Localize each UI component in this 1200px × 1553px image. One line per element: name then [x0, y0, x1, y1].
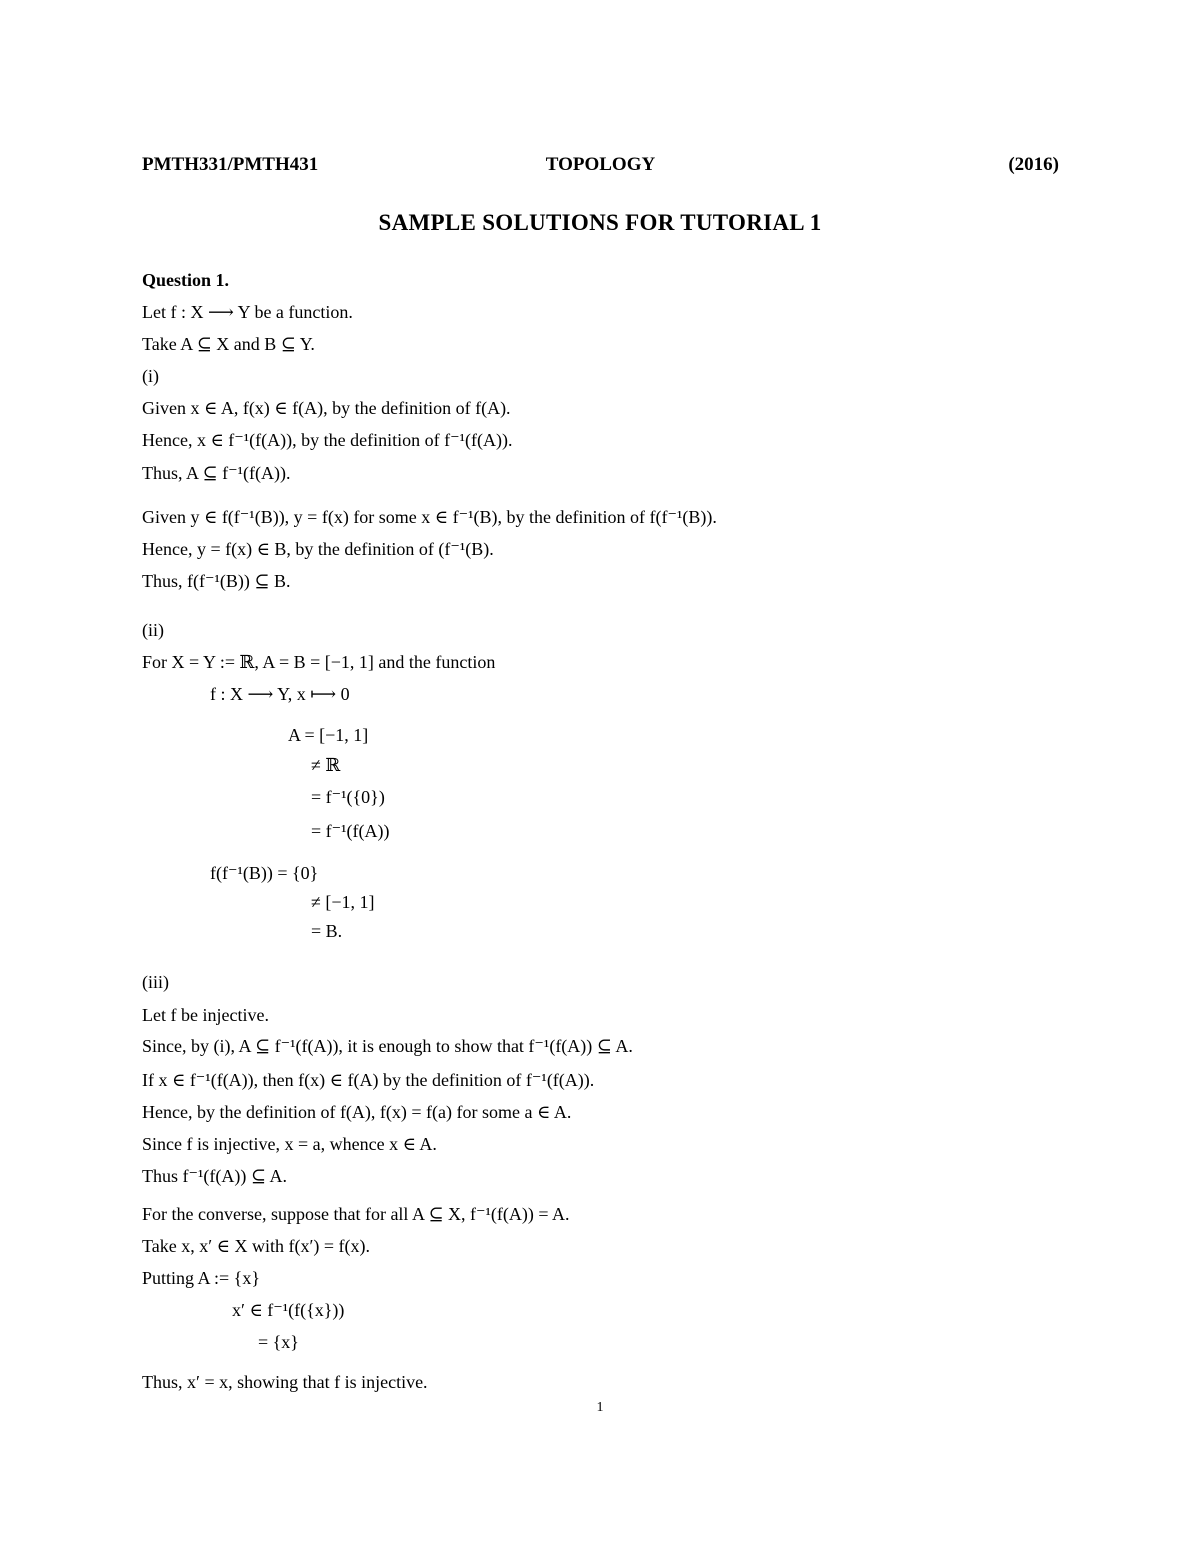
proof-line: Since, by (i), A ⊆ f⁻¹(f(A)), it is enough to show that f⁻¹(f(A)) ⊆ A.	[142, 1036, 633, 1056]
proof-line: Since f is injective, x = a, whence x ∈ A.	[142, 1134, 437, 1154]
equation-line: = f⁻¹(f(A))	[311, 821, 390, 841]
equation-line: ≠ ℝ	[311, 755, 341, 775]
equation-line: x′ ∈ f⁻¹(f({x}))	[232, 1300, 345, 1320]
proof-line: Hence, by the definition of f(A), f(x) = f(a) for some a ∈ A.	[142, 1102, 572, 1122]
proof-line: Thus, A ⊆ f⁻¹(f(A)).	[142, 463, 291, 483]
intro-line-1: Let f : X ⟶ Y be a function.	[142, 302, 353, 322]
equation-line: f(f⁻¹(B)) = {0}	[210, 863, 319, 883]
proof-line: Let f be injective.	[142, 1005, 269, 1025]
equation-line: = f⁻¹({0})	[311, 787, 385, 807]
proof-line: If x ∈ f⁻¹(f(A)), then f(x) ∈ f(A) by the definition of f⁻¹(f(A)).	[142, 1070, 595, 1090]
part-i-label: (i)	[142, 366, 159, 386]
proof-line: Hence, x ∈ f⁻¹(f(A)), by the definition of f⁻¹(f(A)).	[142, 430, 513, 450]
proof-line: Hence, y = f(x) ∈ B, by the definition of (f⁻¹(B).	[142, 539, 494, 559]
document-title: SAMPLE SOLUTIONS FOR TUTORIAL 1	[378, 210, 822, 235]
page-number: 1	[596, 1400, 604, 1415]
part-ii-intro: For X = Y := ℝ, A = B = [−1, 1] and the function	[142, 652, 496, 672]
equation-line: A = [−1, 1]	[288, 725, 369, 745]
conclusion-line: Thus, x′ = x, showing that f is injective.	[142, 1372, 428, 1392]
course-year: (2016)	[1008, 154, 1059, 175]
part-iii-label: (iii)	[142, 972, 169, 992]
proof-line: Given x ∈ A, f(x) ∈ f(A), by the definition of f(A).	[142, 398, 511, 418]
proof-line: Thus f⁻¹(f(A)) ⊆ A.	[142, 1166, 287, 1186]
proof-line: Take x, x′ ∈ X with f(x′) = f(x).	[142, 1236, 371, 1256]
equation-line: ≠ [−1, 1]	[311, 892, 375, 912]
proof-line: Putting A := {x}	[142, 1268, 260, 1288]
proof-line: Given y ∈ f(f⁻¹(B)), y = f(x) for some x ∈ f⁻¹(B), by the definition of f(f⁻¹(B)).	[142, 507, 717, 527]
proof-line: Thus, f(f⁻¹(B)) ⊆ B.	[142, 571, 291, 591]
course-subject: TOPOLOGY	[545, 154, 656, 175]
function-definition: f : X ⟶ Y, x ⟼ 0	[210, 684, 350, 704]
course-code: PMTH331/PMTH431	[142, 154, 319, 175]
equation-line: = {x}	[258, 1332, 299, 1352]
equation-line: = B.	[311, 921, 343, 941]
question-heading: Question 1.	[142, 270, 230, 290]
part-ii-label: (ii)	[142, 620, 164, 640]
intro-line-2: Take A ⊆ X and B ⊆ Y.	[142, 334, 315, 354]
proof-line: For the converse, suppose that for all A ⊆ X, f⁻¹(f(A)) = A.	[142, 1204, 570, 1224]
